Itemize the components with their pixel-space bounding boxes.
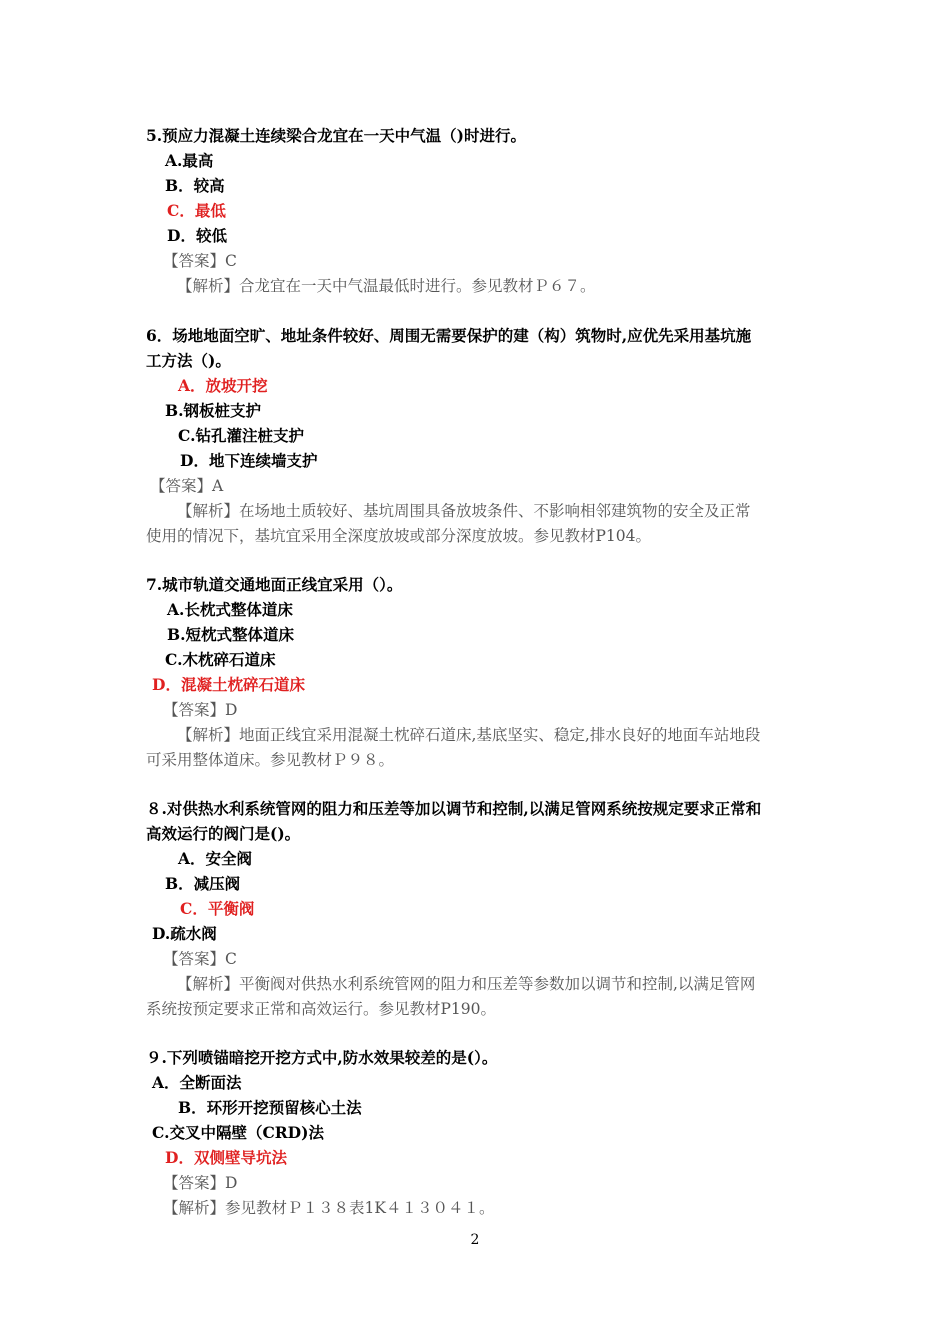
- question-6-stem-line-2: 工方法（)。: [146, 351, 231, 370]
- question-9-option-c: C.交叉中隔壁（CRD)法: [152, 1123, 324, 1142]
- question-8-option-c-correct: C．平衡阀: [180, 899, 255, 918]
- question-6-option-d: D．地下连续墙支护: [180, 451, 318, 470]
- question-8-analysis-line-2: 系统按预定要求正常和高效运行。参见教材P190。: [146, 1000, 497, 1018]
- question-6-option-a-correct: A．放坡开挖: [178, 376, 268, 395]
- question-5-option-d: D．较低: [167, 226, 227, 245]
- question-5-answer: 【答案】C: [163, 252, 237, 270]
- question-8-option-b: B．减压阀: [165, 874, 241, 893]
- question-6-analysis-line-1: 【解析】在场地土质较好、基坑周围具备放坡条件、不影响相邻建筑物的安全及正常: [177, 502, 751, 520]
- question-7-answer: 【答案】D: [163, 701, 238, 719]
- question-6-option-b: B.钢板桩支护: [165, 401, 261, 420]
- question-5-option-a: A.最高: [165, 151, 214, 170]
- question-7-option-d-correct: D．混凝土枕碎石道床: [152, 675, 305, 694]
- question-7-option-a: A.长枕式整体道床: [167, 600, 293, 619]
- question-7-option-c: C.木枕碎石道床: [165, 650, 276, 669]
- question-8-stem-line-1: ８.对供热水利系统管网的阻力和压差等加以调节和控制,以满足管网系统按规定要求正常和: [146, 799, 762, 818]
- question-7-option-b: B.短枕式整体道床: [167, 625, 294, 644]
- question-8-option-a: A．安全阀: [178, 849, 253, 868]
- question-9-answer: 【答案】D: [163, 1174, 238, 1192]
- question-6-stem-line-1: 6．场地地面空旷、地址条件较好、周围无需要保护的建（构）筑物时,应优先采用基坑施: [146, 326, 752, 345]
- question-8-analysis-line-1: 【解析】平衡阀对供热水利系统管网的阻力和压差等参数加以调节和控制,以满足管网: [177, 975, 756, 993]
- question-8-stem-line-2: 高效运行的阀门是()。: [146, 824, 301, 843]
- question-8-answer: 【答案】C: [163, 950, 237, 968]
- question-7-analysis-line-2: 可采用整体道床。参见教材Ｐ９８。: [146, 751, 395, 769]
- question-9-option-a: A．全断面法: [152, 1073, 242, 1092]
- question-9-option-b: B．环形开挖预留核心土法: [178, 1098, 362, 1117]
- question-6-analysis-line-2: 使用的情况下，基坑宜采用全深度放坡或部分深度放坡。参见教材P104。: [146, 527, 652, 545]
- question-9-analysis-line-1: 【解析】参见教材Ｐ１３８表1K４１３０４１。: [163, 1199, 495, 1217]
- question-7-stem-line-1: 7.城市轨道交通地面正线宜采用（）。: [146, 575, 403, 594]
- question-9-stem-line-1: ９.下列喷锚暗挖开挖方式中,防水效果较差的是(）。: [146, 1048, 498, 1067]
- question-6-option-c: C.钻孔灌注桩支护: [178, 426, 304, 445]
- page-number: 2: [470, 1232, 480, 1248]
- question-6-answer: 【答案】A: [150, 477, 224, 495]
- question-5-option-b: B．较高: [165, 176, 225, 195]
- question-5-option-c-correct: C．最低: [167, 201, 226, 220]
- question-5-stem-line-1: 5.预应力混凝土连续梁合龙宜在一天中气温（)时进行。: [146, 126, 527, 145]
- question-5-analysis-line-1: 【解析】合龙宜在一天中气温最低时进行。参见教材Ｐ６７。: [177, 277, 596, 295]
- question-9-option-d-correct: D．双侧壁导坑法: [165, 1148, 287, 1167]
- question-8-option-d: D.疏水阀: [152, 924, 217, 943]
- question-7-analysis-line-1: 【解析】地面正线宜采用混凝土枕碎石道床,基底坚实、稳定,排水良好的地面车站地段: [177, 726, 761, 744]
